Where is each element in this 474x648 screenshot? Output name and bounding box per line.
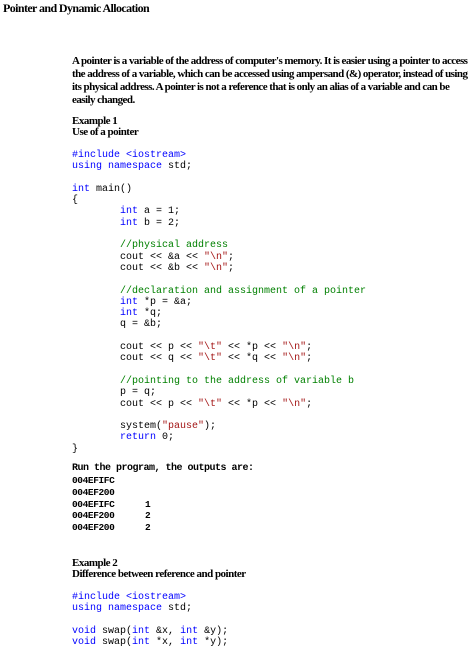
code-line <box>72 615 228 626</box>
code-token: std; <box>162 161 193 173</box>
code-line <box>72 410 366 421</box>
code-line <box>72 218 366 229</box>
code-token <box>72 240 120 251</box>
code-token: cout << p << <box>72 398 199 410</box>
code-token: int <box>180 637 199 648</box>
code-token: } <box>72 443 79 455</box>
example-1-subheading: Use of a pointer <box>72 126 139 138</box>
code-token: main() <box>90 183 133 195</box>
code-line <box>72 286 366 297</box>
code-token: void <box>72 637 97 648</box>
code-line <box>72 342 366 353</box>
code-token: { <box>72 195 79 207</box>
code-token: << *p << <box>222 398 283 410</box>
code-token: a = 1; <box>138 206 181 218</box>
code-token: int <box>120 308 139 320</box>
code-line <box>72 444 366 455</box>
code-token: //pointing to the address of variable b <box>120 375 355 387</box>
code-line <box>72 626 228 637</box>
code-token: cout << p << <box>72 342 199 354</box>
code-token: "\t" <box>198 353 223 365</box>
code-token: #include <iostream> <box>72 150 187 161</box>
code-line <box>72 229 366 240</box>
code-token: #include <iostream> <box>72 592 187 603</box>
code-token: void <box>72 625 97 637</box>
output-row <box>72 499 192 511</box>
code-token: cout << &b << <box>72 262 205 274</box>
code-token: swap( <box>96 625 133 637</box>
code-token: "\t" <box>198 398 223 410</box>
code-token: 0; <box>156 432 175 444</box>
code-token <box>72 286 120 297</box>
code-token: b = 2; <box>138 217 181 229</box>
code-line <box>72 240 366 251</box>
output-row <box>72 487 192 499</box>
code-line <box>72 319 366 330</box>
code-token: int <box>120 206 139 218</box>
output-value: 1 <box>145 498 151 510</box>
code-token: //physical address <box>120 240 229 252</box>
code-token: p = q; <box>72 387 157 399</box>
output-address: 004EFIFC <box>72 475 115 486</box>
code-token: *q; <box>138 308 163 320</box>
output-row <box>72 475 192 487</box>
code-token <box>72 308 120 319</box>
code-line <box>72 399 366 410</box>
code-line <box>72 173 366 184</box>
code-token: int <box>180 625 199 637</box>
code-line <box>72 637 228 648</box>
code-token <box>72 297 120 308</box>
code-line <box>72 387 366 398</box>
code-line <box>72 206 366 217</box>
example-2-code-block <box>72 592 228 648</box>
code-token: "pause" <box>162 421 205 433</box>
code-line <box>72 353 366 364</box>
code-line <box>72 297 366 308</box>
code-line <box>72 161 366 172</box>
code-line <box>72 252 366 263</box>
code-token: "\n" <box>204 262 229 274</box>
code-token: //declaration and assignment of a pointer <box>120 285 367 297</box>
output-address: 004EF200 <box>72 486 115 498</box>
output-row <box>72 510 192 522</box>
code-token: ; <box>306 398 313 410</box>
code-token: "\n" <box>282 398 307 410</box>
code-token: std; <box>162 603 193 615</box>
code-token <box>72 376 120 387</box>
code-token: int <box>72 183 91 195</box>
code-line <box>72 195 366 206</box>
code-line <box>72 376 366 387</box>
code-line <box>72 432 366 443</box>
code-token: "\n" <box>282 342 307 354</box>
code-token: system( <box>72 421 163 433</box>
code-token <box>72 432 120 443</box>
example-1-code-block <box>72 150 366 455</box>
code-token: "\n" <box>282 353 307 365</box>
code-line <box>72 274 366 285</box>
code-token: ); <box>204 421 217 433</box>
code-token: ; <box>228 262 235 274</box>
code-token: << *p << <box>222 342 283 354</box>
output-address: 004EF200 <box>72 522 115 534</box>
code-token: int <box>120 217 139 229</box>
code-token: << *q << <box>222 353 283 365</box>
output-row <box>72 522 192 534</box>
code-token: "\n" <box>204 251 229 263</box>
output-value: 2 <box>145 522 151 534</box>
code-line <box>72 592 228 603</box>
code-token: q = &b; <box>72 319 163 331</box>
output-table <box>72 475 192 534</box>
code-line <box>72 184 366 195</box>
code-line <box>72 421 366 432</box>
example-1-heading: Example 1 <box>72 115 118 127</box>
code-token: return <box>120 432 157 444</box>
document-title: Pointer and Dynamic Allocation <box>3 1 150 15</box>
code-token <box>72 206 120 217</box>
code-line <box>72 150 366 161</box>
code-token: cout << q << <box>72 353 199 365</box>
code-token: "\t" <box>198 342 223 354</box>
output-heading: Run the program, the outputs are: <box>72 463 254 474</box>
code-token: int <box>132 625 151 637</box>
code-token: swap( <box>96 637 133 648</box>
code-token: &x, <box>150 625 181 637</box>
code-token: ; <box>228 251 235 263</box>
example-2-heading: Example 2 <box>72 557 118 569</box>
code-token: *p = &a; <box>138 296 193 308</box>
code-token: int <box>120 296 139 308</box>
code-token: using namespace <box>72 603 163 615</box>
output-value: 2 <box>145 510 151 522</box>
code-line <box>72 365 366 376</box>
code-token: using namespace <box>72 161 163 173</box>
code-token: int <box>132 637 151 648</box>
code-token: ; <box>306 353 313 365</box>
output-address: 004EF200 <box>72 510 115 522</box>
code-token: ; <box>306 342 313 354</box>
intro-paragraph: A pointer is a variable of the address of computer's memory. It is easier using a pointer to access the address of a variable, which can be accessed using ampersand (&) operator, instead of using its physical address. A pointer is not a reference that is only an alias of a variable and can be easily changed. <box>72 55 468 106</box>
code-token <box>72 218 120 229</box>
code-token: *y); <box>198 637 229 648</box>
example-2-subheading: Difference between reference and pointer <box>72 568 246 580</box>
code-line <box>72 603 228 614</box>
code-token: cout << &a << <box>72 251 205 263</box>
code-token: *x, <box>150 637 181 648</box>
code-line <box>72 263 366 274</box>
output-address: 004EFIFC <box>72 498 115 510</box>
code-line <box>72 331 366 342</box>
code-line <box>72 308 366 319</box>
code-token: &y); <box>198 625 229 637</box>
